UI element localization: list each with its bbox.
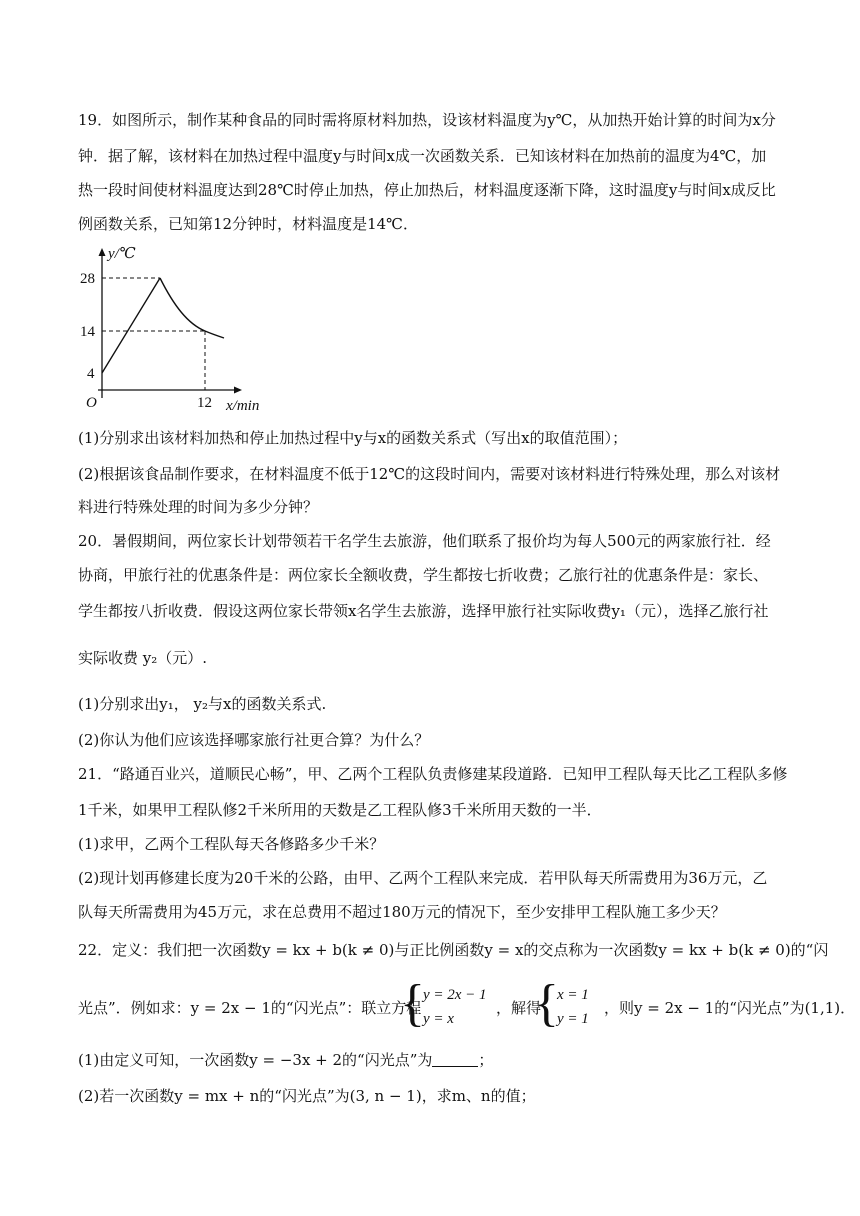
q22-example-result: ，则y = 2x − 1的“闪光点”为(1,1)． <box>604 999 856 1017</box>
q22-part-1-text: (1)由定义可知，一次函数y = −3x + 2的“闪光点”为 <box>78 1051 433 1069</box>
tick-28: 28 <box>80 271 95 287</box>
q19-line-4: 例函数关系，已知第12分钟时，材料温度是14℃． <box>78 215 418 233</box>
q20-line-3: 学生都按八折收费．假设这两位家长带领x名学生去旅游，选择甲旅行社实际收费y₁（元），选择乙旅行社 <box>78 602 769 620</box>
system-brace-2: { <box>534 975 559 1032</box>
y-axis-label: y/℃ <box>108 246 136 262</box>
system-2-eq-bottom: y = 1 <box>557 1011 589 1027</box>
system-2-eq-top: x = 1 <box>557 987 589 1003</box>
tick-12: 12 <box>197 395 212 411</box>
q22-part-1-end: ； <box>478 1051 494 1069</box>
answer-blank <box>432 1052 478 1067</box>
q19-graph <box>78 240 278 415</box>
q22-example-intro: 光点”．例如求：y = 2x − 1的“闪光点”：联立方程 <box>78 999 422 1017</box>
x-axis-arrow <box>234 387 242 394</box>
origin-label: O <box>86 395 97 411</box>
cooling-curve <box>160 278 224 338</box>
system-1-eq-bottom: y = x <box>423 1011 454 1027</box>
q22-line-2 <box>78 975 856 1032</box>
q21-part-1: (1)求甲，乙两个工程队每天各修路多少千米？ <box>78 835 385 853</box>
q22-part-1 <box>78 1050 493 1070</box>
q19-line-3: 热一段时间使材料温度达到28℃时停止加热，停止加热后，材料温度逐渐下降，这时温度y与时间x成反比 <box>78 181 776 199</box>
q21-part-2b: 队每天所需费用为45万元，求在总费用不超过180万元的情况下，至少安排甲工程队施工多少天？ <box>78 903 726 921</box>
q19-part-2b: 料进行特殊处理的时间为多少分钟？ <box>78 498 319 516</box>
tick-14: 14 <box>80 324 95 340</box>
system-1-eq-top: y = 2x − 1 <box>423 987 487 1003</box>
y-axis-arrow <box>99 248 106 256</box>
system-brace-1: { <box>400 975 425 1032</box>
x-axis-label: x/min <box>226 398 260 414</box>
q22-solved-text: ，解得 <box>496 999 542 1017</box>
q19-line-2: 钟．据了解，该材料在加热过程中温度y与时间x成一次函数关系．已知该材料在加热前的温度为4℃，加 <box>78 147 767 165</box>
heating-segment <box>102 278 160 373</box>
q19-part-1: (1)分别求出该材料加热和停止加热过程中y与x的函数关系式（写出x的取值范围）； <box>78 429 628 447</box>
q21-part-2a: (2)现计划再修建长度为20千米的公路，由甲、乙两个工程队来完成．若甲队每天所需费用为36万元，乙 <box>78 869 768 887</box>
q20-line-4: 实际收费 y₂（元）. <box>78 649 208 667</box>
q22-part-2: (2)若一次函数y = mx + n的“闪光点”为(3, n − 1)，求m、n的值； <box>78 1087 536 1105</box>
q20-line-1: 20．暑假期间，两位家长计划带领若干名学生去旅游，他们联系了报价均为每人500元的两家旅行社．经 <box>78 532 771 550</box>
q20-part-2: (2)你认为他们应该选择哪家旅行社更合算？为什么？ <box>78 731 430 749</box>
q22-line-1: 22．定义：我们把一次函数y = kx + b(k ≠ 0)与正比例函数y = x的交点称为一次函数y = kx + b(k ≠ 0)的“闪 <box>78 941 829 959</box>
q21-line-1: 21．“路通百业兴，道顺民心畅”，甲、乙两个工程队负责修建某段道路．已知甲工程队每天比乙工程队多修 <box>78 765 788 783</box>
q20-line-2: 协商，甲旅行社的优惠条件是：两位家长全额收费，学生都按七折收费；乙旅行社的优惠条件是：家长、 <box>78 566 769 584</box>
q19-part-2a: (2)根据该食品制作要求，在材料温度不低于12℃的这段时间内，需要对该材料进行特殊处理，那么对该材 <box>78 465 781 483</box>
q21-line-2: 1千米，如果甲工程队修2千米所用的天数是乙工程队修3千米所用天数的一半． <box>78 801 602 819</box>
tick-4: 4 <box>87 366 95 382</box>
q20-part-1: (1)分别求出y₁， y₂与x的函数关系式. <box>78 695 327 713</box>
q19-line-1: 19．如图所示，制作某种食品的同时需将原材料加热，设该材料温度为y℃，从加热开始计算的时间为x分 <box>78 111 776 129</box>
